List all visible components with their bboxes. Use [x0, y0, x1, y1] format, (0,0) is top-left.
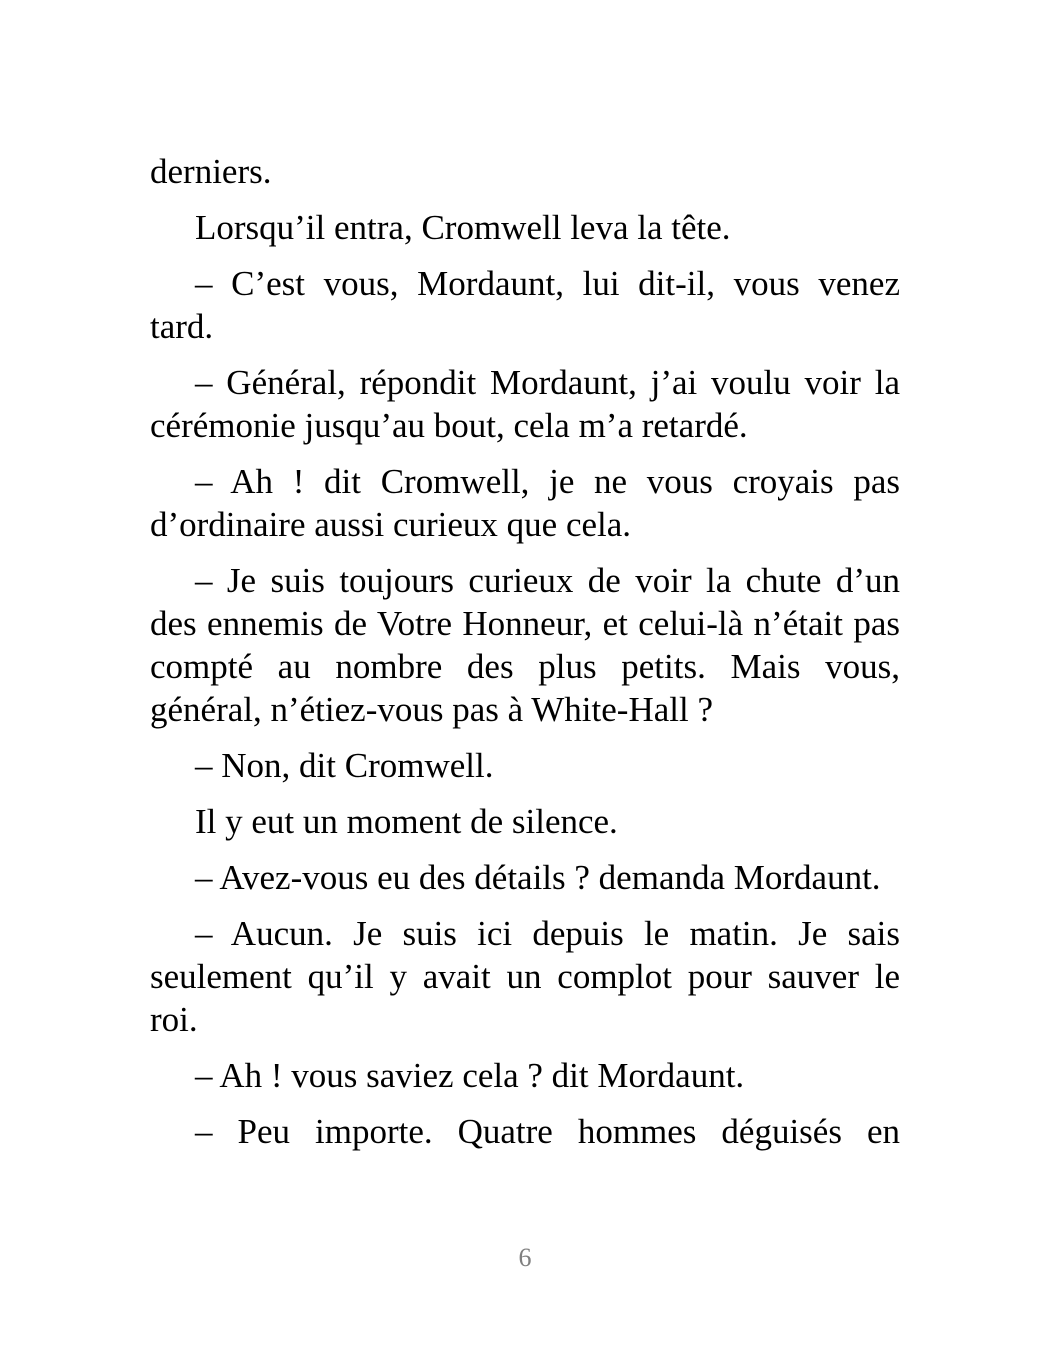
paragraph-dialogue-continued: – Peu importe. Quatre hommes déguisés en: [195, 1112, 900, 1151]
paragraph-dialogue: – Non, dit Cromwell.: [195, 746, 494, 785]
paragraph-dialogue: – Ah ! dit Cromwell, je ne vous croyais pas d’ordinaire aussi curieux que cela.: [150, 462, 900, 544]
paragraph-continuation: derniers.: [150, 152, 272, 191]
paragraph-narration: Lorsqu’il entra, Cromwell leva la tête.: [195, 208, 731, 247]
page-body: [150, 150, 900, 1166]
paragraph-dialogue: – Général, répondit Mordaunt, j’ai voulu voir la cérémonie jusqu’au bout, cela m’a retardé.: [150, 363, 900, 445]
paragraph-narration: Il y eut un moment de silence.: [195, 802, 618, 841]
page-number: 6: [518, 1243, 532, 1272]
paragraph-dialogue: – Aucun. Je suis ici depuis le matin. Je sais seulement qu’il y avait un complot pour sauver le roi.: [150, 914, 900, 1039]
paragraph-dialogue: – Je suis toujours curieux de voir la chute d’un des ennemis de Votre Honneur, et celui-là n’était pas compté au nombre des plus petits. Mais vous, général, n’étiez-vous pas à White-Hall ?: [150, 561, 900, 729]
paragraph-dialogue: – Ah ! vous saviez cela ? dit Mordaunt.: [195, 1056, 745, 1095]
paragraph-dialogue: – Avez-vous eu des détails ? demanda Mordaunt.: [195, 858, 881, 897]
paragraph-dialogue: – C’est vous, Mordaunt, lui dit-il, vous venez tard.: [150, 264, 900, 346]
